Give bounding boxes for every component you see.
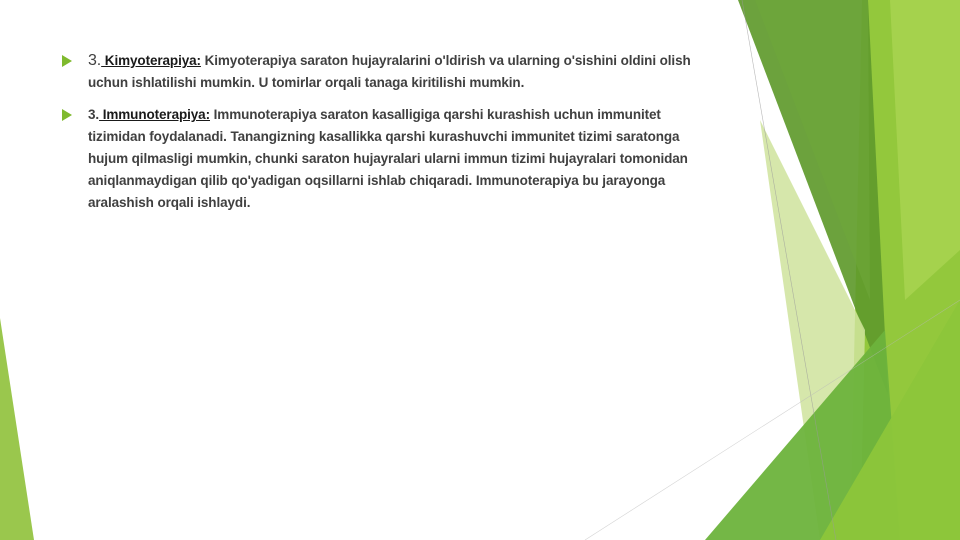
bullet-item-chemotherapy [62,50,722,94]
bullet-text: Immunoterapiya saraton kasalligiga qarshi kurashish uchun immunitet tizimidan foydalanadi. Tanangizning kasallikka qarshi kurashuvchi immunitet tizimi saratonga hujum qilmasligi mumkin, chunki saraton hujayralari ularni immun tizimi hujayralari tomonidan aniqlanmaydigan qilib qo'yadigan oqsillarni ishlab chiqaradi. Immunoterapiya bu jarayonga aralashish orqali ishlaydi. [88,107,688,210]
bullet-paragraph [88,50,722,94]
bullet-term: Immunoterapiya: [99,107,210,122]
bullet-term: Kimyoterapiya: [101,53,201,68]
bullet-text: Kimyoterapiya saraton hujayralarini o'ldirish va ularning o'sishini oldini olish uchun ishlatilishi mumkin. U tomirlar orqali tanaga kiritilishi mumkin. [88,53,691,90]
content-area [62,50,722,224]
bullet-paragraph [88,104,722,214]
bullet-number: 3. [88,52,102,69]
left-edge-sliver [0,318,34,540]
bullet-arrow-icon [62,55,72,67]
bullet-arrow-icon [62,109,72,121]
bullet-number: 3. [88,107,100,122]
bullet-item-immunotherapy [62,104,722,214]
